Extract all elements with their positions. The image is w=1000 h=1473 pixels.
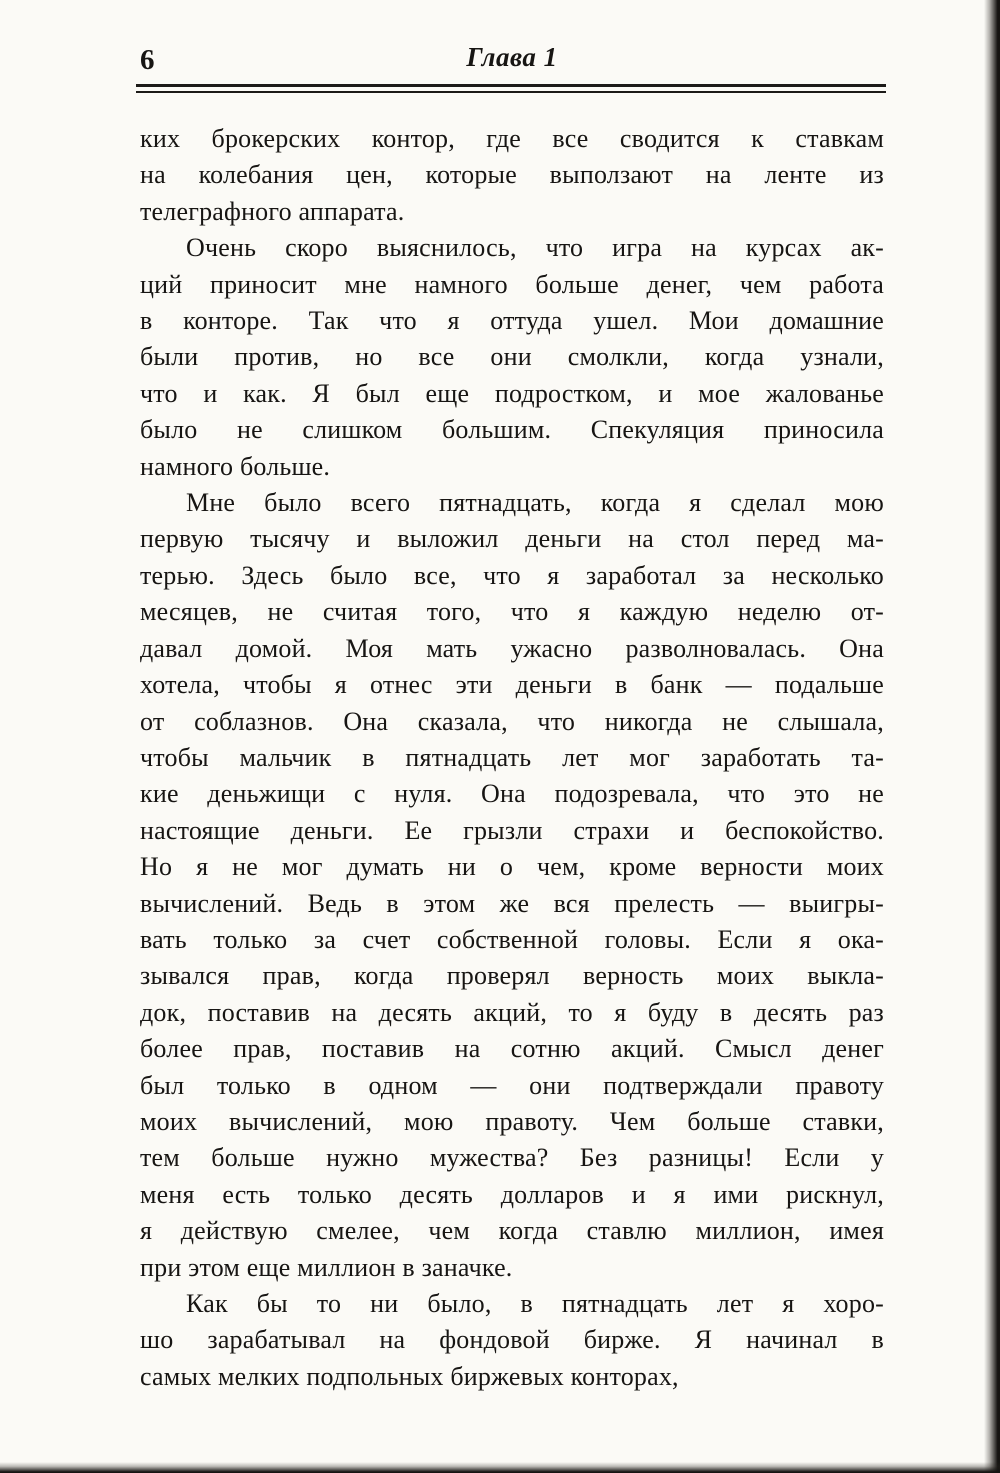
text-line: зывался прав, когда проверял верность моих выкла- (140, 961, 884, 991)
text-line: ций приносит мне намного больше денег, чем работа (140, 269, 884, 299)
chapter-title: Глава 1 (466, 42, 558, 72)
text-line: вать только за счет собственной головы. Если я ока- (140, 924, 884, 954)
text-line: что и как. Я был еще подростком, и мое жалованье (140, 378, 884, 408)
text-line: Очень скоро выяснилось, что игра на курсах ак- (186, 233, 884, 263)
text-line: первую тысячу и выложил деньги на стол перед ма- (140, 524, 884, 554)
text-line: более прав, поставив на сотню акций. Смысл денег (140, 1034, 884, 1064)
text-line: док, поставив на десять акций, то я буду в десять раз (140, 997, 884, 1027)
text-line: телеграфного аппарата. (140, 196, 405, 226)
text-line: давал домой. Моя мать ужасно разволновалась. Она (140, 633, 884, 663)
text-line: Как бы то ни было, в пятнадцать лет я хоро- (186, 1289, 884, 1318)
scan-edge-right (984, 0, 1000, 1473)
text-line: на колебания цен, которые выползают на ленте из (140, 160, 884, 190)
text-line: моих вычислений, мою правоту. Чем больше ставки, (140, 1106, 884, 1136)
header-rule (136, 84, 886, 93)
paragraph (140, 1286, 884, 1395)
text-line: я действую смелее, чем когда ставлю миллион, имея (140, 1216, 884, 1246)
paragraph (140, 230, 884, 485)
page-body (140, 121, 884, 1395)
paragraph (140, 121, 884, 230)
text-line: чтобы мальчик в пятнадцать лет мог заработать та- (140, 742, 884, 772)
text-line: Но я не мог думать ни о чем, кроме верности моих (140, 852, 884, 882)
text-line: кие деньжищи с нуля. Она подозревала, что это не (140, 779, 884, 809)
text-line: вычислений. Ведь в этом же вся прелесть — выигры- (140, 888, 884, 918)
text-line: меня есть только десять долларов и я ими рискнул, (140, 1179, 884, 1209)
text-line: были против, но все они смолкли, когда узнали, (140, 342, 884, 372)
text-line: было не слишком большим. Спекуляция приносила (140, 415, 884, 445)
text-line: Мне было всего пятнадцать, когда я сделал мою (186, 488, 884, 518)
text-line: намного больше. (140, 451, 331, 481)
running-head (140, 42, 884, 82)
text-line: при этом еще миллион в заначке. (140, 1252, 513, 1282)
text-line: от соблазнов. Она сказала, что никогда не слышала, (140, 706, 884, 736)
text-line: тем больше нужно мужества? Без разницы! Если у (140, 1143, 884, 1173)
scan-edge-bottom (0, 1462, 1000, 1473)
text-line: терью. Здесь было все, что я заработал за несколько (140, 560, 884, 590)
paragraph (140, 485, 884, 1286)
text-line: самых мелких подпольных биржевых конторах, (140, 1361, 679, 1391)
text-line: шо зарабатывал на фондовой бирже. Я начинал в (140, 1325, 884, 1355)
text-line: месяцев, не считая того, что я каждую неделю от- (140, 597, 884, 627)
text-line: настоящие деньги. Ее грызли страхи и беспокойство. (140, 815, 884, 845)
text-line: в конторе. Так что я оттуда ушел. Мои домашние (140, 306, 884, 336)
text-line: ких брокерских контор, где все сводится к ставкам (140, 124, 884, 153)
text-line: хотела, чтобы я отнес эти деньги в банк — подальше (140, 670, 884, 700)
page-number: 6 (140, 44, 155, 76)
text-line: был только в одном — они подтверждали правоту (140, 1070, 884, 1100)
